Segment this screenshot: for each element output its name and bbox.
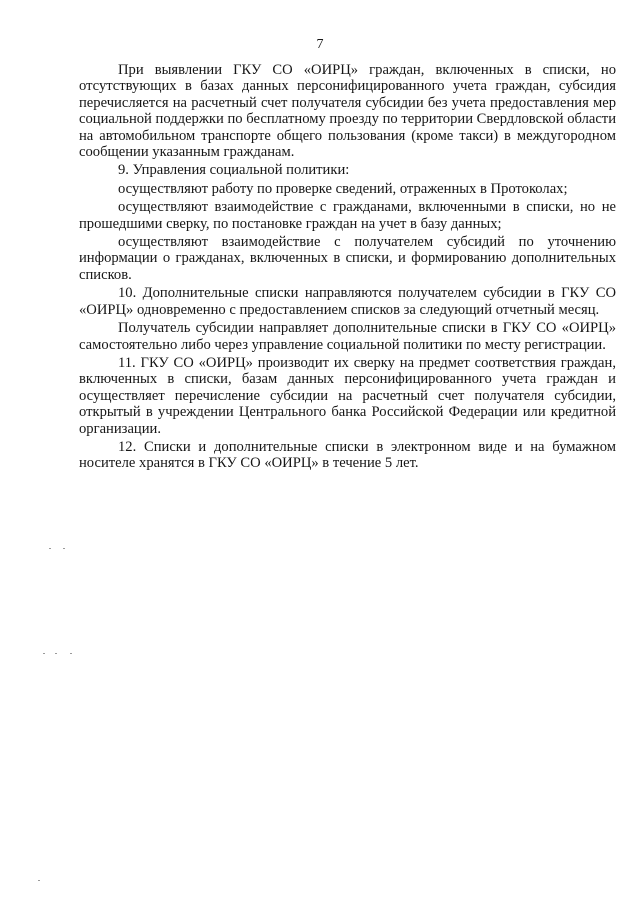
paragraph-item-9-registration: осуществляют взаимодействие с гражданами, включенными в списки, но не прошедшими сверку, по постановке граждан на учет в базу данных; — [79, 199, 616, 232]
scan-speck — [70, 653, 72, 654]
paragraph-item-10-recipient: Получатель субсидии направляет дополнительные списки в ГКУ СО «ОИРЦ» самостоятельно либо через управление социальной политики по месту регистрации. — [79, 320, 616, 353]
paragraph-unmatched-citizens: При выявлении ГКУ СО «ОИРЦ» граждан, включенных в списки, но отсутствующих в базах данных персонифицированного учета граждан, субсидия перечисляется на расчетный счет получателя субсидии без учета предоставления мер социальной поддержки по бесплатному проезду по территории Свердловской области на автомобильном транспорте общего пользования (кроме такси) в междугородном сообщении указанным гражданам. — [79, 62, 616, 161]
paragraph-item-10: 10. Дополнительные списки направляются получателем субсидии в ГКУ СО «ОИРЦ» одновременно с предоставлением списков за следующий отчетный месяц. — [79, 285, 616, 318]
paragraph-item-9-verification: осуществляют работу по проверке сведений, отраженных в Протоколах; — [118, 180, 568, 197]
scan-speck — [38, 880, 40, 881]
paragraph-item-12: 12. Списки и дополнительные списки в электронном виде и на бумажном носителе хранятся в ГКУ СО «ОИРЦ» в течение 5 лет. — [79, 438, 616, 472]
paragraph-item-9-heading: 9. Управления социальной политики: — [118, 162, 350, 179]
scan-speck — [49, 548, 51, 549]
paragraph-item-11: 11. ГКУ СО «ОИРЦ» производит их сверку на предмет соответствия граждан, включенных в списки, базам данных персонифицированного учета граждан и осуществляет перечисление субсидии на расчетный счет получателя субсидии, открытый в учреждении Центрального банка Российской Федерации или кредитной организации. — [79, 354, 616, 437]
scan-speck — [43, 653, 45, 654]
scan-speck — [55, 653, 57, 654]
scan-speck — [63, 548, 65, 549]
document-body — [79, 62, 616, 472]
page-number: 7 — [316, 37, 324, 52]
paragraph-item-9-clarification: осуществляют взаимодействие с получателем субсидий по уточнению информации о гражданах, включенных в списки, и формированию дополнительных списков. — [79, 234, 616, 283]
